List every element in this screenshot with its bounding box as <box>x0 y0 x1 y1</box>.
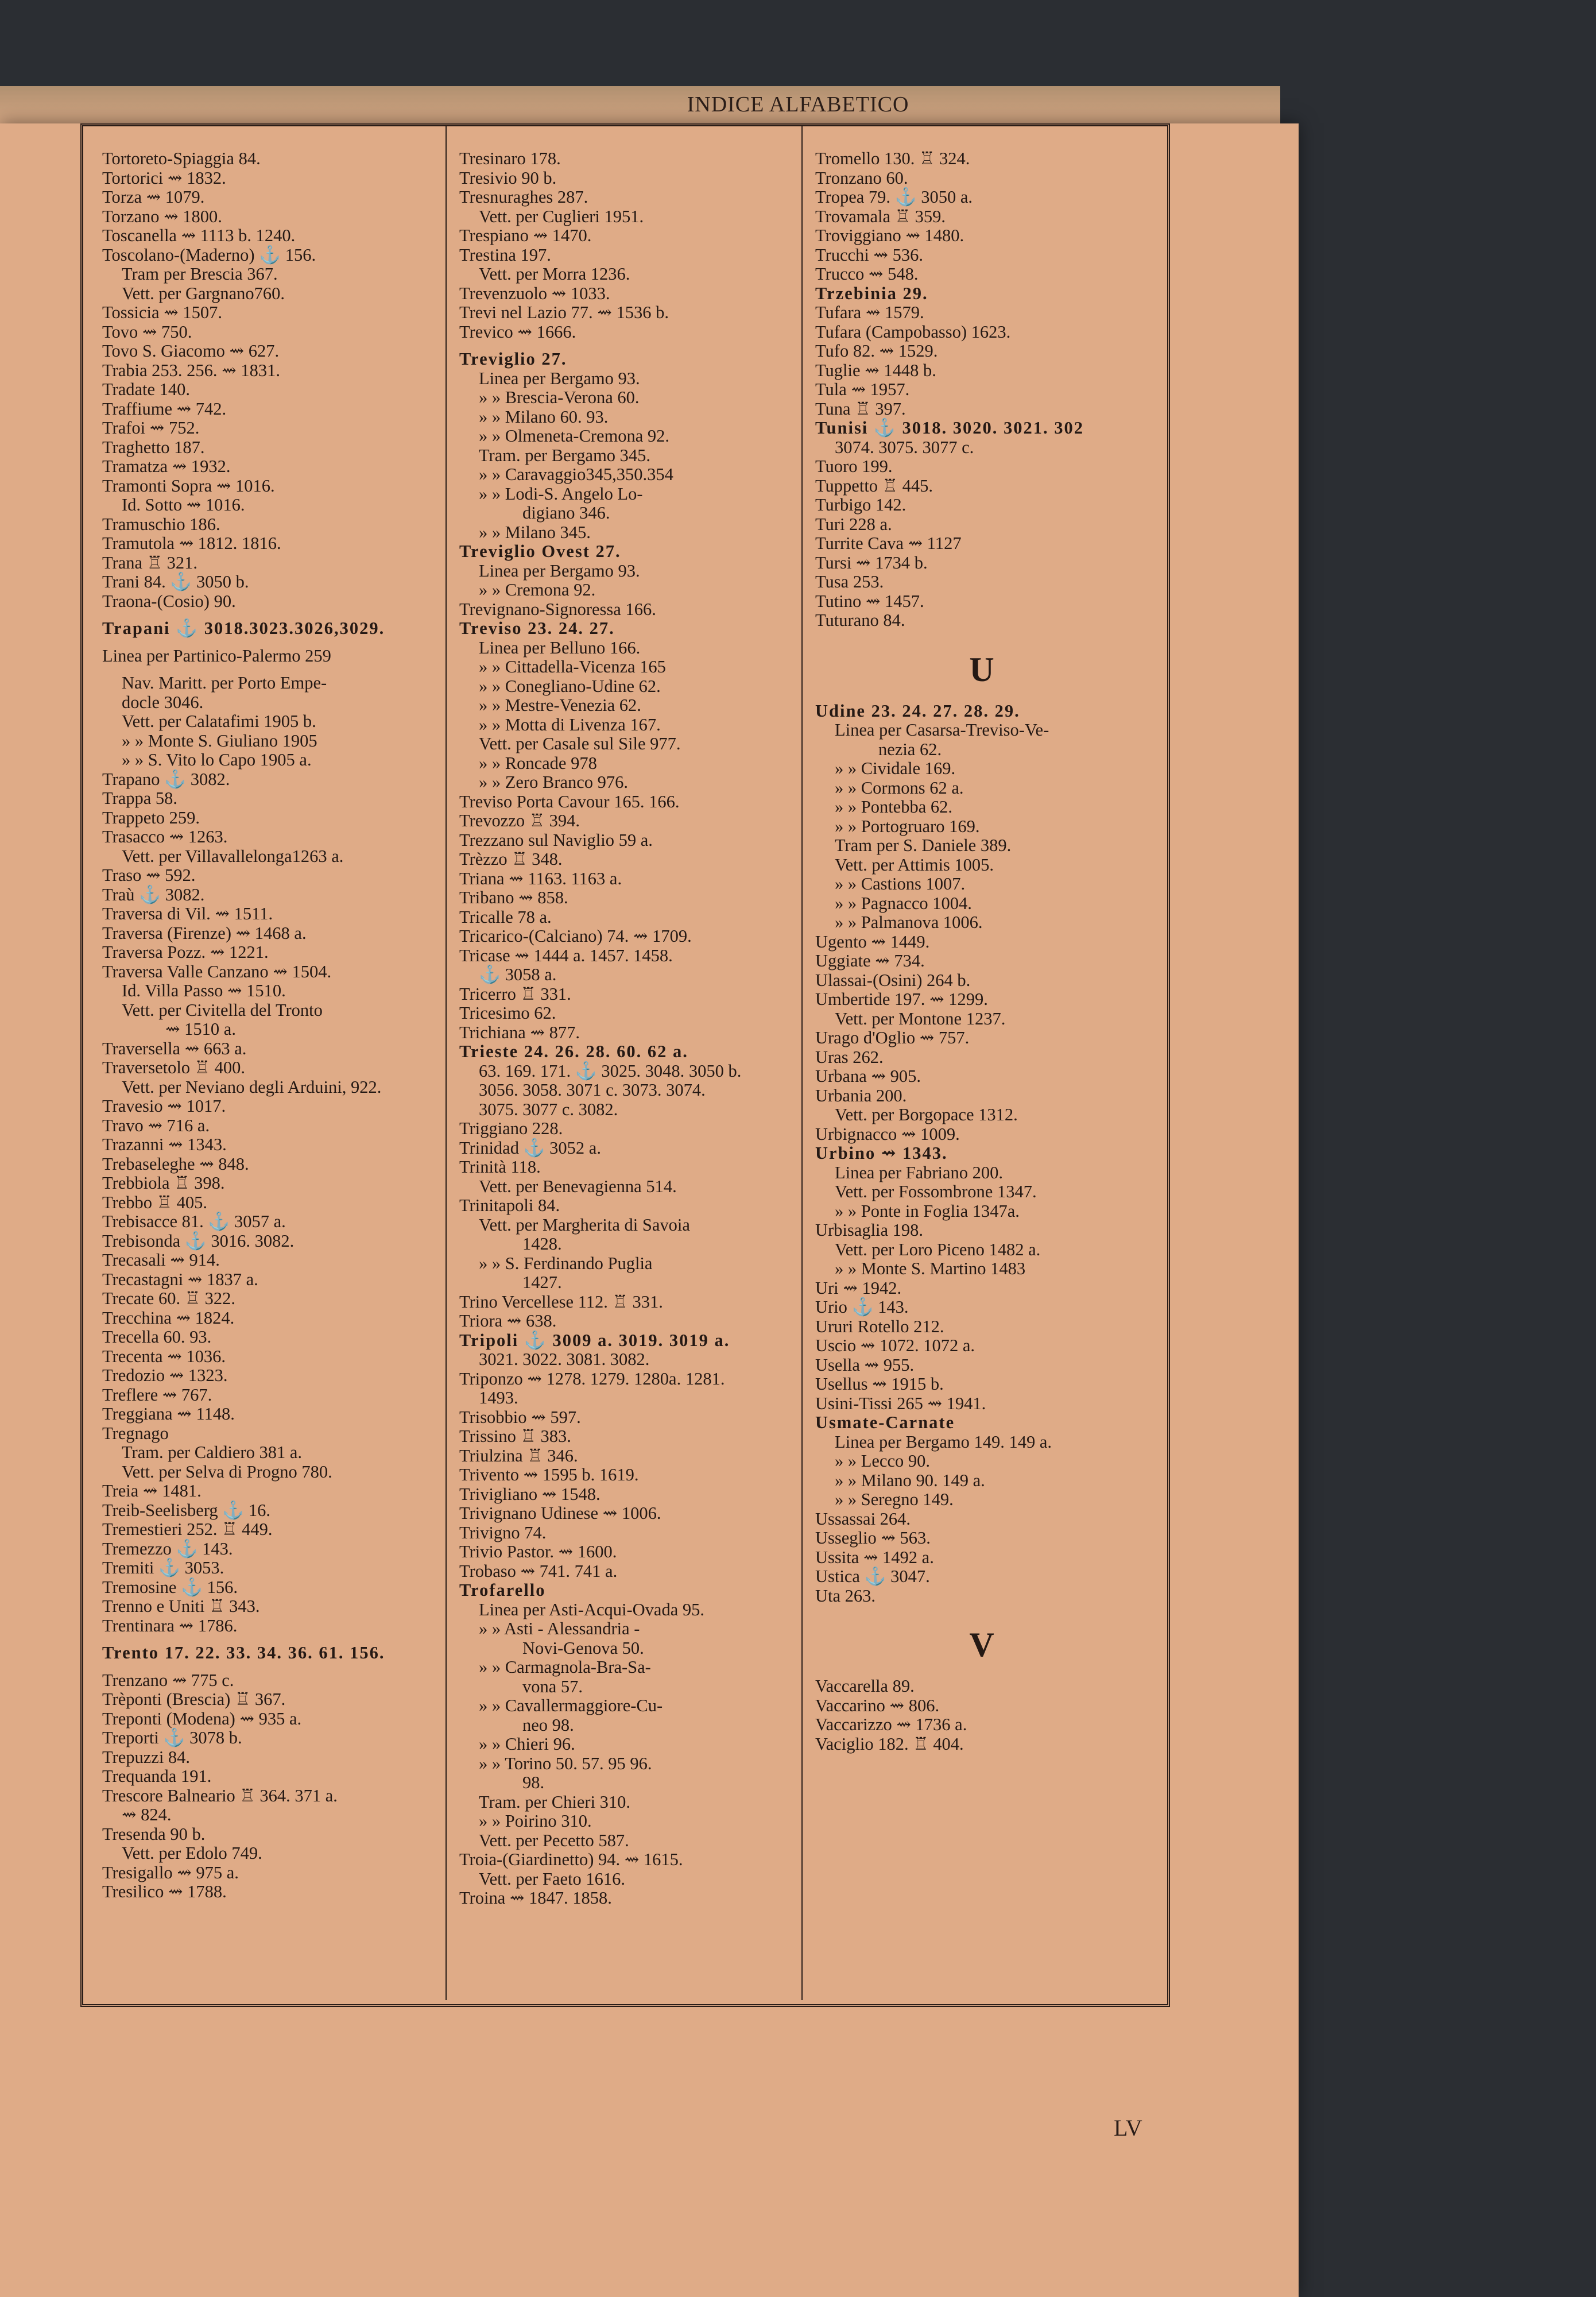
index-entry: Tramuschio 186. <box>102 514 220 534</box>
index-entry: Vett. per Montone 1237. <box>835 1008 1006 1028</box>
index-entry: Treviso Porta Cavour 165. 166. <box>459 791 680 811</box>
index-entry: Trebisonda ⚓ 3016. 3082. <box>102 1231 295 1251</box>
index-entry: Trappeto 259. <box>102 807 200 827</box>
index-entry: Trobaso ⇝ 741. 741 a. <box>459 1561 618 1581</box>
index-entry: 3075. 3077 c. 3082. <box>479 1099 618 1119</box>
index-entry: » » Milano 60. 93. <box>479 407 609 427</box>
index-entry: » » Olmeneta-Cremona 92. <box>479 426 670 446</box>
index-entry: Trevignano-Signoressa 166. <box>459 599 656 619</box>
index-entry: Triulzina ♖ 346. <box>459 1445 578 1465</box>
index-entry: Tortoreto-Spiaggia 84. <box>102 149 261 168</box>
index-entry: » » Cremona 92. <box>479 580 596 600</box>
index-entry: » » Monte S. Martino 1483 <box>835 1259 1026 1278</box>
index-entry: Vett. per Benevagienna 514. <box>479 1176 677 1196</box>
index-entry: 3056. 3058. 3071 c. 3073. 3074. <box>479 1080 706 1100</box>
index-entry: » » Pontebba 62. <box>835 797 953 817</box>
index-entry: Ururi Rotello 212. <box>815 1316 944 1336</box>
index-entry: Treponti (Modena) ⇝ 935 a. <box>102 1708 302 1728</box>
index-entry: Tresivio 90 b. <box>459 168 557 188</box>
index-entry: Trecate 60. ♖ 322. <box>102 1289 236 1308</box>
index-entry: Turbigo 142. <box>815 495 907 515</box>
index-entry: Vett. per Edolo 749. <box>122 1843 262 1863</box>
index-entry: ⚓ 3058 a. <box>479 965 557 984</box>
index-entry: Urbania 200. <box>815 1085 907 1105</box>
index-entry: Urbino ⇝ 1343. <box>815 1143 948 1163</box>
index-entry: Tropea 79. ⚓ 3050 a. <box>815 187 973 207</box>
index-entry: Linea per Belluno 166. <box>479 637 641 658</box>
index-entry: Tortorici ⇝ 1832. <box>102 168 226 188</box>
index-entry: Traversa (Firenze) ⇝ 1468 a. <box>102 923 307 943</box>
index-entry: » » Cavallermaggiore-Cu- <box>479 1696 663 1715</box>
page-number: LV <box>1114 2115 1142 2141</box>
index-entry: Tromello 130. ♖ 324. <box>815 149 970 168</box>
index-entry: Traversa Pozz. ⇝ 1221. <box>102 942 269 962</box>
index-entry: Vett. per Neviano degli Arduini, 922. <box>122 1077 382 1097</box>
index-entry: Trecenta ⇝ 1036. <box>102 1346 226 1366</box>
index-entry: Vett. per Cuglieri 1951. <box>479 206 644 226</box>
index-entry: digiano 346. <box>522 503 610 523</box>
index-entry: » » S. Ferdinando Puglia <box>479 1253 653 1273</box>
index-entry: Vett. per Civitella del Tronto <box>122 1000 323 1020</box>
index-entry: » » Cividale 169. <box>835 759 956 778</box>
index-entry: Treia ⇝ 1481. <box>102 1481 202 1501</box>
index-entry: Vaccarella 89. <box>815 1676 915 1696</box>
index-entry: Trinitapoli 84. <box>459 1196 560 1215</box>
index-entry: 1428. <box>522 1234 562 1254</box>
index-entry: Tribano ⇝ 858. <box>459 888 568 907</box>
index-entry: Tricase ⇝ 1444 a. 1457. 1458. <box>459 945 673 965</box>
index-entry: Trevi nel Lazio 77. ⇝ 1536 b. <box>459 303 669 322</box>
index-entry: docle 3046. <box>122 692 204 712</box>
index-entry: Trino Vercellese 112. ♖ 331. <box>459 1291 663 1312</box>
index-entry: » » Portogruaro 169. <box>835 816 980 836</box>
index-entry: Nav. Maritt. per Porto Empe- <box>122 673 327 693</box>
index-entry: Troia-(Giardinetto) 94. ⇝ 1615. <box>459 1850 683 1869</box>
index-entry: Trafoi ⇝ 752. <box>102 418 200 438</box>
index-entry: Trecasali ⇝ 914. <box>102 1250 220 1270</box>
index-entry: Turi 228 a. <box>815 514 892 534</box>
index-entry: Trevenzuolo ⇝ 1033. <box>459 283 610 303</box>
index-entry: Ussassai 264. <box>815 1509 911 1529</box>
index-entry: Tunisi ⚓ 3018. 3020. 3021. 302 <box>815 418 1084 438</box>
index-entry: Trabia 253. 256. ⇝ 1831. <box>102 360 280 380</box>
index-entry: » » Carmagnola-Bra-Sa- <box>479 1657 651 1677</box>
index-entry: » » Motta di Livenza 167. <box>479 714 661 734</box>
section-letter: V <box>969 1626 994 1664</box>
index-entry: Trestina 197. <box>459 245 551 265</box>
index-entry: vona 57. <box>522 1676 583 1696</box>
index-entry: » » Palmanova 1006. <box>835 912 983 932</box>
index-entry: Troviggiano ⇝ 1480. <box>815 226 964 245</box>
index-entry: ⇝ 824. <box>122 1805 172 1824</box>
index-entry: Tuturano 84. <box>815 610 905 630</box>
index-entry: Tredozio ⇝ 1323. <box>102 1366 228 1385</box>
index-entry: Trescore Balneario ♖ 364. 371 a. <box>102 1785 338 1805</box>
index-entry: Tricarico-(Calciano) 74. ⇝ 1709. <box>459 926 692 946</box>
index-entry: Vaccarizzo ⇝ 1736 a. <box>815 1715 967 1734</box>
index-entry: Linea per Casarsa-Treviso-Ve- <box>835 720 1049 740</box>
index-entry: Trebbo ♖ 405. <box>102 1192 207 1212</box>
index-entry: Vett. per Faeto 1616. <box>479 1869 625 1889</box>
index-entry: 1493. <box>479 1388 518 1407</box>
index-entry: Tronzano 60. <box>815 168 908 188</box>
index-entry: Trenno e Uniti ♖ 343. <box>102 1596 260 1616</box>
index-entry: Toscolano-(Maderno) ⚓ 156. <box>102 245 316 265</box>
index-entry: Uscio ⇝ 1072. 1072 a. <box>815 1336 975 1355</box>
index-entry: Treviso 23. 24. 27. <box>459 618 615 638</box>
index-entry: Usmate-Carnate <box>815 1413 955 1432</box>
index-entry: Trezzano sul Naviglio 59 a. <box>459 830 653 850</box>
index-entry: 3074. 3075. 3077 c. <box>835 437 974 457</box>
index-entry: Tram per Brescia 367. <box>122 264 278 284</box>
index-entry: Tram per S. Daniele 389. <box>835 836 1012 855</box>
index-entry: 1427. <box>522 1273 562 1292</box>
index-entry: Trecchina ⇝ 1824. <box>102 1308 235 1328</box>
index-entry: Traona-(Cosio) 90. <box>102 591 236 611</box>
index-entry: Trebaseleghe ⇝ 848. <box>102 1154 249 1174</box>
index-entry: Trana ♖ 321. <box>102 552 198 573</box>
index-entry: Urio ⚓ 143. <box>815 1297 909 1317</box>
index-entry: Linea per Bergamo 93. <box>479 368 640 388</box>
index-entry: Traversella ⇝ 663 a. <box>102 1038 247 1058</box>
index-entry: nezia 62. <box>878 739 942 759</box>
index-entry: Traù ⚓ 3082. <box>102 884 205 904</box>
index-entry: Urbana ⇝ 905. <box>815 1066 921 1086</box>
index-entry: Triora ⇝ 638. <box>459 1311 557 1331</box>
index-entry: Linea per Bergamo 149. 149 a. <box>835 1432 1052 1452</box>
index-entry: Vett. per Morra 1236. <box>479 264 630 284</box>
index-entry: Trapano ⚓ 3082. <box>102 769 230 789</box>
index-entry: Tovo S. Giacomo ⇝ 627. <box>102 341 280 361</box>
index-entry: Trissino ♖ 383. <box>459 1426 571 1446</box>
index-entry: Ugento ⇝ 1449. <box>815 931 930 952</box>
index-entry: Trivio Pastor. ⇝ 1600. <box>459 1542 617 1561</box>
index-entry: Vaciglio 182. ♖ 404. <box>815 1734 964 1754</box>
index-entry: Vett. per Gargnano760. <box>122 283 285 303</box>
index-entry: » » Roncade 978 <box>479 753 597 773</box>
index-column-1 <box>102 149 431 2062</box>
index-entry: Usella ⇝ 955. <box>815 1355 915 1375</box>
index-entry: Vett. per Margherita di Savoia <box>479 1215 690 1235</box>
index-entry: Vett. per Pecetto 587. <box>479 1830 629 1850</box>
index-entry: Trequanda 191. <box>102 1766 212 1786</box>
index-entry: Uras 262. <box>815 1047 884 1067</box>
index-entry: » » Seregno 149. <box>835 1490 954 1509</box>
index-entry: Tramonti Sopra ⇝ 1016. <box>102 475 275 496</box>
index-entry: Tuoro 199. <box>815 457 893 476</box>
index-entry: Trzebinia 29. <box>815 283 928 303</box>
index-entry: Vett. per Attimis 1005. <box>835 854 994 875</box>
index-entry: Usellus ⇝ 1915 b. <box>815 1374 944 1394</box>
index-entry: Tram. per Bergamo 345. <box>479 445 651 465</box>
index-entry: neo 98. <box>522 1715 574 1735</box>
index-entry: Trevozzo ♖ 394. <box>459 811 580 830</box>
index-entry: Tursi ⇝ 1734 b. <box>815 552 928 573</box>
index-entry: 98. <box>522 1773 545 1792</box>
page-header: INDICE ALFABETICO <box>687 92 909 117</box>
index-entry: Urbisaglia 198. <box>815 1220 924 1240</box>
index-entry: Tremiti ⚓ 3053. <box>102 1558 224 1577</box>
index-entry: » » Cittadella-Vicenza 165 <box>479 657 666 676</box>
index-entry: Tula ⇝ 1957. <box>815 380 910 399</box>
index-entry: Traversa di Vil. ⇝ 1511. <box>102 904 273 923</box>
index-entry: Vett. per Loro Piceno 1482 a. <box>835 1239 1041 1259</box>
index-entry: Tovo ⇝ 750. <box>102 322 192 342</box>
index-entry: Tricerro ♖ 331. <box>459 984 571 1004</box>
index-entry: Triana ⇝ 1163. 1163 a. <box>459 868 622 888</box>
index-entry: 3021. 3022. 3081. 3082. <box>479 1349 650 1369</box>
index-entry: » » Ponte in Foglia 1347a. <box>835 1201 1020 1221</box>
index-entry: Tufara ⇝ 1579. <box>815 303 924 322</box>
index-entry: Trecastagni ⇝ 1837 a. <box>102 1269 258 1289</box>
index-entry: Trebisacce 81. ⚓ 3057 a. <box>102 1212 286 1231</box>
index-entry: Trecella 60. 93. <box>102 1327 212 1347</box>
index-entry: Trinità 118. <box>459 1157 541 1177</box>
index-entry: Trapani ⚓ 3018.3023.3026,3029. <box>102 618 385 638</box>
index-entry: Tremezzo ⚓ 143. <box>102 1538 233 1559</box>
index-entry: Trovamala ♖ 359. <box>815 206 946 226</box>
index-entry: Travesio ⇝ 1017. <box>102 1096 226 1116</box>
index-entry: Vett. per Borgopace 1312. <box>835 1105 1018 1124</box>
index-entry: Tregnago <box>102 1423 169 1443</box>
index-entry: » » Caravaggio345,350.354 <box>479 465 673 484</box>
index-entry: Trevico ⇝ 1666. <box>459 322 576 342</box>
index-entry: Tutino ⇝ 1457. <box>815 591 924 611</box>
index-entry: Trieste 24. 26. 28. 60. 62 a. <box>459 1042 688 1061</box>
index-entry: Trento 17. 22. 33. 34. 36. 61. 156. <box>102 1643 385 1662</box>
index-entry: Torza ⇝ 1079. <box>102 187 205 207</box>
index-entry: Novi-Genova 50. <box>522 1638 644 1658</box>
index-entry: Linea per Bergamo 93. <box>479 560 640 581</box>
index-entry: Tresnuraghes 287. <box>459 187 588 207</box>
index-entry: Vett. per Casale sul Sile 977. <box>479 734 681 753</box>
index-entry: Traso ⇝ 592. <box>102 865 196 885</box>
index-entry: » » Torino 50. 57. 95 96. <box>479 1753 652 1773</box>
index-entry: Id. Sotto ⇝ 1016. <box>122 495 245 515</box>
index-entry: Uta 263. <box>815 1586 876 1606</box>
index-entry: Tripoli ⚓ 3009 a. 3019. 3019 a. <box>459 1330 730 1350</box>
index-entry: Trucchi ⇝ 536. <box>815 245 923 265</box>
index-entry: » » Cormons 62 a. <box>835 778 964 798</box>
index-entry: Traversetolo ♖ 400. <box>102 1058 246 1077</box>
index-entry: Trivento ⇝ 1595 b. 1619. <box>459 1465 639 1484</box>
index-entry: Tricalle 78 a. <box>459 907 552 927</box>
index-entry: » » Monte S. Giuliano 1905 <box>122 730 317 751</box>
index-entry: Ulassai-(Osini) 264 b. <box>815 970 971 990</box>
index-entry: Trentinara ⇝ 1786. <box>102 1615 238 1635</box>
index-entry: Tusa 253. <box>815 572 884 591</box>
index-entry: Vaccarino ⇝ 806. <box>815 1695 940 1715</box>
index-entry: Traffiume ⇝ 742. <box>102 399 227 419</box>
index-entry: Vett. per Villavallelonga1263 a. <box>122 846 344 866</box>
index-entry: Tuglie ⇝ 1448 b. <box>815 360 936 380</box>
index-entry: » » Pagnacco 1004. <box>835 893 972 913</box>
index-entry: » » S. Vito lo Capo 1905 a. <box>122 750 312 769</box>
section-letter: U <box>969 650 994 689</box>
index-entry: Ustica ⚓ 3047. <box>815 1567 930 1586</box>
index-entry: Torzano ⇝ 1800. <box>102 206 222 226</box>
index-column-3 <box>815 149 1148 2062</box>
index-entry: Udine 23. 24. 27. 28. 29. <box>815 701 1020 721</box>
index-entry: Id. Villa Passo ⇝ 1510. <box>122 981 286 1000</box>
index-entry: Tramutola ⇝ 1812. 1816. <box>102 533 281 553</box>
index-entry: » » Mestre-Venezia 62. <box>479 695 641 715</box>
index-entry: Urago d'Oglio ⇝ 757. <box>815 1028 970 1047</box>
index-entry: Trazanni ⇝ 1343. <box>102 1135 227 1154</box>
index-entry: Trivignano Udinese ⇝ 1006. <box>459 1503 661 1523</box>
index-entry: Tresilico ⇝ 1788. <box>102 1882 227 1901</box>
index-entry: Traghetto 187. <box>102 437 205 457</box>
index-entry: » » Zero Branco 976. <box>479 772 629 792</box>
index-entry: Urbignacco ⇝ 1009. <box>815 1124 960 1144</box>
index-entry: Trichiana ⇝ 877. <box>459 1022 580 1042</box>
index-entry: Turrite Cava ⇝ 1127 <box>815 533 962 553</box>
index-entry: Usini-Tissi 265 ⇝ 1941. <box>815 1393 986 1413</box>
index-entry: » » Chieri 96. <box>479 1734 575 1754</box>
index-entry: » » Asti - Alessandria - <box>479 1619 640 1638</box>
index-entry: Treporti ⚓ 3078 b. <box>102 1728 242 1747</box>
index-entry: Uggiate ⇝ 734. <box>815 951 925 970</box>
index-entry: Toscanella ⇝ 1113 b. 1240. <box>102 226 296 245</box>
index-entry: » » Poirino 310. <box>479 1811 592 1831</box>
index-entry: Uri ⇝ 1942. <box>815 1278 902 1298</box>
index-entry: » » Castions 1007. <box>835 874 966 894</box>
index-entry: Trivigno 74. <box>459 1522 547 1542</box>
index-column-2 <box>459 149 792 2062</box>
index-entry: Tresinaro 178. <box>459 149 561 168</box>
index-entry: Travo ⇝ 716 a. <box>102 1115 210 1135</box>
column-divider-1 <box>446 125 447 2000</box>
index-entry: Treib-Seelisberg ⚓ 16. <box>102 1500 270 1520</box>
index-entry: Trappa 58. <box>102 788 178 808</box>
index-entry: Tremosine ⚓ 156. <box>102 1577 238 1597</box>
index-entry: Treggiana ⇝ 1148. <box>102 1404 235 1424</box>
index-entry: Trinidad ⚓ 3052 a. <box>459 1138 601 1158</box>
index-entry: » » Lecco 90. <box>835 1451 930 1471</box>
index-entry: Tossicia ⇝ 1507. <box>102 303 222 322</box>
index-entry: 63. 169. 171. ⚓ 3025. 3048. 3050 b. <box>479 1061 742 1081</box>
index-entry: Trasacco ⇝ 1263. <box>102 827 228 846</box>
index-entry: Tramatza ⇝ 1932. <box>102 457 231 476</box>
index-entry: » » Milano 90. 149 a. <box>835 1470 985 1490</box>
index-entry: Tradate 140. <box>102 380 191 399</box>
index-entry: Triggiano 228. <box>459 1119 563 1138</box>
index-entry: Tram. per Caldiero 381 a. <box>122 1443 302 1462</box>
index-entry: Trofarello <box>459 1580 546 1600</box>
index-entry: Trucco ⇝ 548. <box>815 264 919 284</box>
index-entry: ⇝ 1510 a. <box>165 1019 236 1039</box>
index-entry: Tremestieri 252. ♖ 449. <box>102 1519 273 1539</box>
index-entry: Vett. per Calatafimi 1905 b. <box>122 711 316 731</box>
index-entry: Trivigliano ⇝ 1548. <box>459 1484 601 1504</box>
index-entry: » » Conegliano-Udine 62. <box>479 676 661 696</box>
index-entry: » » Lodi-S. Angelo Lo- <box>479 484 643 504</box>
index-entry: Trisobbio ⇝ 597. <box>459 1407 581 1427</box>
index-entry: Linea per Partinico-Palermo 259 <box>102 645 331 666</box>
index-entry: Tram. per Chieri 310. <box>479 1792 631 1812</box>
index-entry: Tuppetto ♖ 445. <box>815 475 933 496</box>
index-entry: Linea per Asti-Acqui-Ovada 95. <box>479 1599 704 1619</box>
index-entry: Treviglio 27. <box>459 349 567 369</box>
index-entry: Treviglio Ovest 27. <box>459 542 621 561</box>
index-entry: Tufara (Campobasso) 1623. <box>815 322 1011 342</box>
index-entry: Tricesimo 62. <box>459 1003 556 1023</box>
index-entry: Ussita ⇝ 1492 a. <box>815 1547 934 1567</box>
index-entry: » » Brescia-Verona 60. <box>479 388 640 407</box>
index-entry: Troina ⇝ 1847. 1858. <box>459 1888 612 1908</box>
index-entry: Trenzano ⇝ 775 c. <box>102 1670 234 1690</box>
index-entry: Tresenda 90 b. <box>102 1824 206 1844</box>
index-entry: Trebbiola ♖ 398. <box>102 1173 225 1193</box>
index-entry: Traversa Valle Canzano ⇝ 1504. <box>102 961 332 981</box>
index-entry: Trèponti (Brescia) ♖ 367. <box>102 1689 286 1709</box>
index-entry: Treflere ⇝ 767. <box>102 1385 212 1405</box>
index-entry: » » Milano 345. <box>479 522 591 542</box>
index-entry: Trepuzzi 84. <box>102 1747 191 1767</box>
index-entry: Linea per Fabriano 200. <box>835 1162 1004 1182</box>
column-divider-2 <box>801 125 803 2000</box>
index-entry: Tufo 82. ⇝ 1529. <box>815 341 938 361</box>
index-entry: Trespiano ⇝ 1470. <box>459 226 592 245</box>
index-entry: Vett. per Fossombrone 1347. <box>835 1182 1037 1201</box>
index-entry: Umbertide 197. ⇝ 1299. <box>815 989 988 1009</box>
index-entry: Tuna ♖ 397. <box>815 399 906 419</box>
index-entry: Trèzzo ♖ 348. <box>459 849 563 869</box>
index-entry: Trani 84. ⚓ 3050 b. <box>102 572 249 591</box>
index-entry: Vett. per Selva di Progno 780. <box>122 1461 332 1482</box>
index-entry: Usseglio ⇝ 563. <box>815 1528 931 1548</box>
index-entry: Triponzo ⇝ 1278. 1279. 1280a. 1281. <box>459 1368 725 1389</box>
index-entry: Tresigallo ⇝ 975 a. <box>102 1862 239 1882</box>
